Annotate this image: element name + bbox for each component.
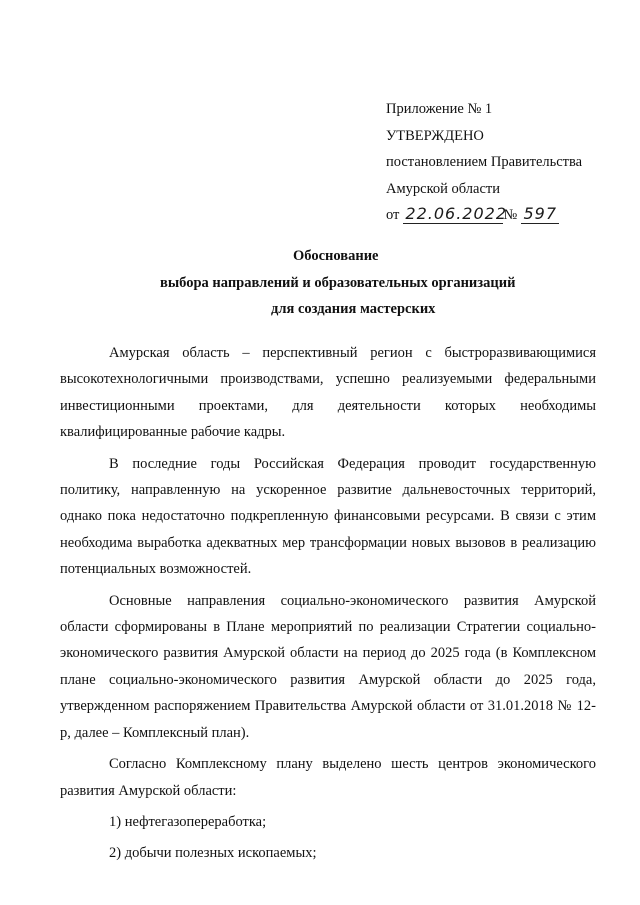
list-item: 2) добычи полезных ископаемых; bbox=[109, 845, 317, 862]
handwritten-date: 22.06.2022 bbox=[405, 204, 508, 223]
paragraph: В последние годы Российская Федерация проводит государственную политику, направленную на ускоренное развитие дальневосточных территорий, однако пока недостаточно подкрепленную финансовыми ресурсами. В связи с этим необходима выработка адекватных мер трансформации новых вызовов в реализацию потенциальных возможностей. bbox=[60, 455, 596, 578]
from-label: от bbox=[386, 207, 400, 223]
paragraph: Основные направления социально-экономического развития Амурской области сформированы в Плане мероприятий по реализации Стратегии социально-экономического развития Амурской области на период до 2025 года (в Комплексном плане социально-экономического развития Амурской области до 2025 года, утвержденном распоряжением Правительства Амурской области от 31.01.2018 № 12-р, далее – Комплексный план). bbox=[60, 592, 596, 741]
approval-block bbox=[386, 96, 626, 229]
title-line-3: для создания мастерских bbox=[271, 301, 436, 317]
document-title bbox=[60, 243, 610, 323]
paragraph: Амурская область – перспективный регион с быстроразвивающимися высокотехнологичными производствами, успешно реализуемыми федеральными инвестиционными проектами, для деятельности которых необходимы квалифицированные рабочие кадры. bbox=[60, 345, 596, 441]
appendix-label: Приложение № 1 bbox=[386, 101, 493, 117]
approved-label: УТВЕРЖДЕНО bbox=[386, 127, 484, 144]
title-line-2: выбора направлений и образовательных организаций bbox=[160, 274, 516, 291]
region-label: Амурской области bbox=[386, 180, 500, 197]
title-line-1: Обоснование bbox=[293, 248, 379, 264]
decree-date-line bbox=[386, 202, 626, 229]
decree-label: постановлением Правительства bbox=[386, 154, 583, 170]
list-item: 1) нефтегазопереработка; bbox=[109, 813, 267, 830]
number-label: № bbox=[503, 207, 518, 223]
handwritten-number: 597 bbox=[521, 205, 559, 224]
document-body bbox=[60, 340, 596, 872]
paragraph: Согласно Комплексному плану выделено шесть центров экономического развития Амурской области: bbox=[60, 756, 596, 799]
